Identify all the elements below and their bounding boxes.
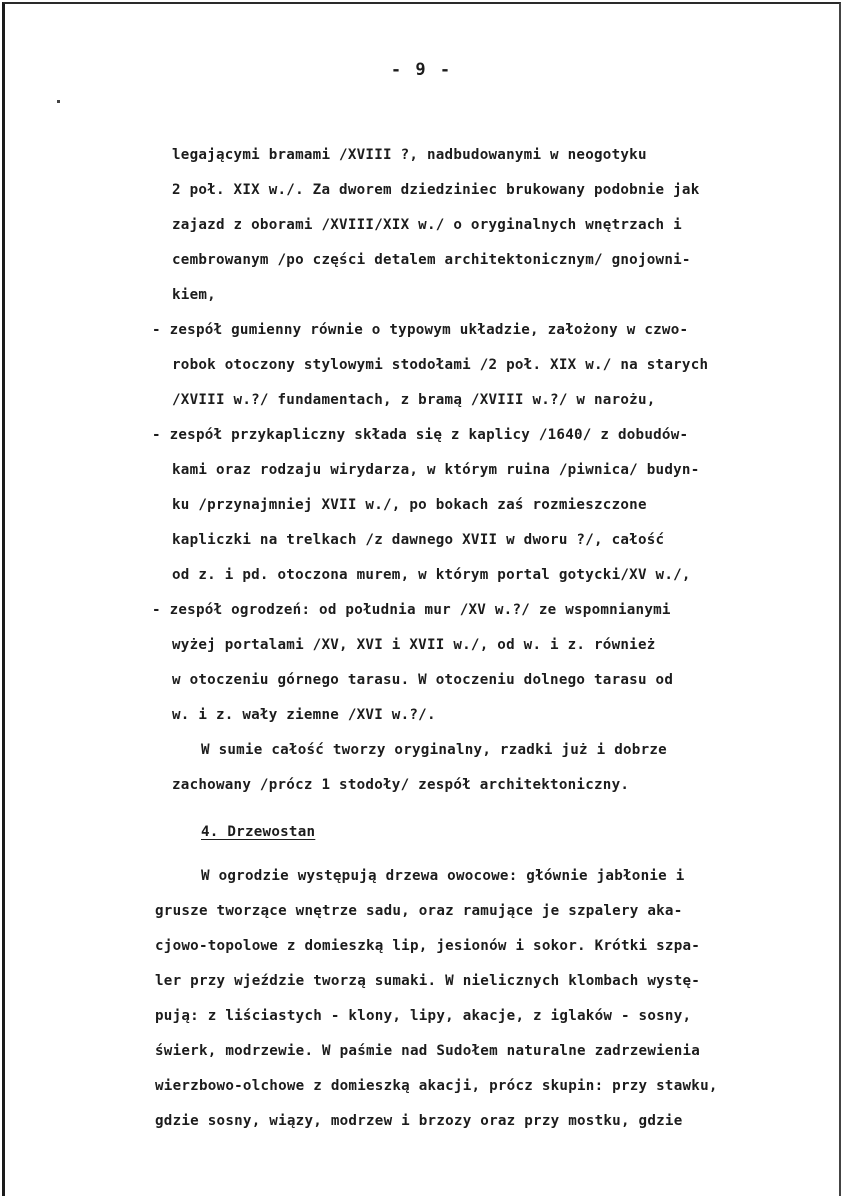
text-line: w. i z. wały ziemne /XVI w.?/. [172,707,436,723]
text-line: 2 poł. XIX w./. Za dworem dziedziniec brukowany podobnie jak [172,182,700,198]
text-line: cjowo-topolowe z domieszką lip, jesionów i sokor. Krótki szpa- [155,938,701,954]
scan-mark [57,100,60,103]
text-line: ku /przynajmniej XVII w./, po bokach zaś rozmieszczone [172,497,647,513]
bullet-line: - zespół przykapliczny składa się z kaplicy /1640/ z dobudów- [152,427,689,443]
paragraph-line: W sumie całość tworzy oryginalny, rzadki już i dobrze [201,742,667,758]
text-line: wierzbowo-olchowe z domieszką akacji, prócz skupin: przy stawku, [155,1078,718,1094]
text-line: gdzie sosny, wiązy, modrzew i brzozy oraz przy mostku, gdzie [155,1113,683,1129]
text-line: zajazd z oborami /XVIII/XIX w./ o oryginalnych wnętrzach i [172,217,682,233]
page-number: - 9 - [390,60,453,80]
text-line: robok otoczony stylowymi stodołami /2 poł. XIX w./ na starych [172,357,709,373]
text-line: świerk, modrzewie. W paśmie nad Sudołem naturalne zadrzewienia [155,1043,701,1059]
text-line: kapliczki na trelkach /z dawnego XVII w dworu ?/, całość [172,532,665,548]
text-line: kiem, [172,287,216,303]
paragraph-line: W ogrodzie występują drzewa owocowe: głównie jabłonie i [201,868,685,884]
text-line: ler przy wjeździe tworzą sumaki. W nielicznych klombach wystę- [155,973,701,989]
text-line: pują: z liściastych - klony, lipy, akacje, z iglaków - sosny, [155,1008,692,1024]
text-line: w otoczeniu górnego tarasu. W otoczeniu dolnego tarasu od [172,672,674,688]
text-line: grusze tworzące wnętrze sadu, oraz ramujące je szpalery aka- [155,903,683,919]
bullet-line: - zespół gumienny równie o typowym układzie, założony w czwo- [152,322,689,338]
text-line: od z. i pd. otoczona murem, w którym portal gotycki/XV w./, [172,567,691,583]
text-line: wyżej portalami /XV, XVI i XVII w./, od w. i z. również [172,637,656,653]
section-heading: 4. Drzewostan [201,824,316,840]
text-line: /XVIII w.?/ fundamentach, z bramą /XVIII w.?/ w narożu, [172,392,656,408]
text-line: kami oraz rodzaju wirydarza, w którym ruina /piwnica/ budyn- [172,462,700,478]
text-line: cembrowanym /po części detalem architektonicznym/ gnojowni- [172,252,691,268]
text-line: legającymi bramami /XVIII ?, nadbudowanymi w neogotyku [172,147,647,163]
text-line: zachowany /prócz 1 stodoły/ zespół architektoniczny. [172,777,630,793]
bullet-line: - zespół ogrodzeń: od południa mur /XV w.?/ ze wspomnianymi [152,602,671,618]
